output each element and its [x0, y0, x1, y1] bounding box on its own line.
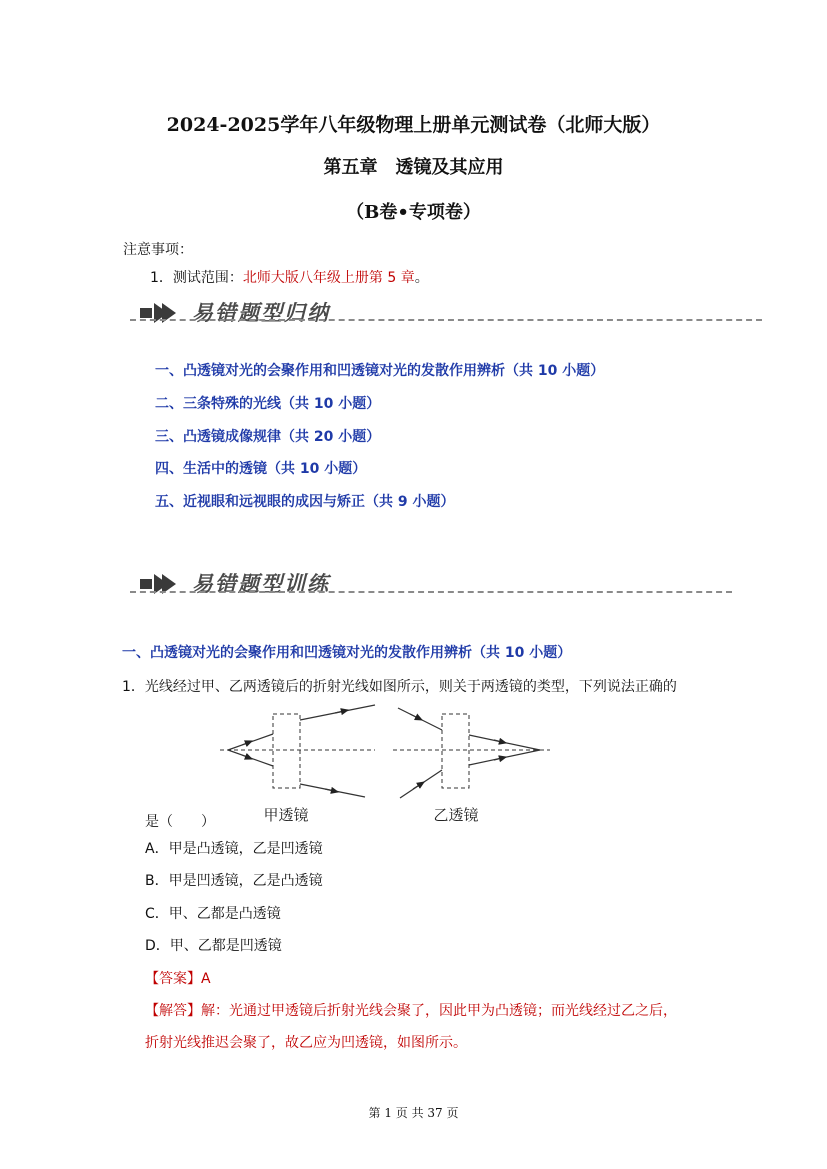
lens-a-diagram	[220, 705, 375, 797]
summary-banner	[130, 295, 770, 329]
volume-title: （B卷•专项卷）	[346, 202, 481, 223]
lens-b-diagram	[393, 708, 550, 798]
page-footer: 第 1 页 共 37 页	[368, 1106, 459, 1120]
answer	[145, 968, 211, 988]
analysis-text: 解：光通过甲透镜后折射光线会聚了，因此甲为凸透镜；而光线经过乙之后，	[201, 1003, 677, 1019]
divider	[130, 319, 762, 321]
section-heading: 一、凸透镜对光的会聚作用和凹透镜对光的发散作用辨析（共 10 小题）	[122, 645, 572, 661]
analysis-tag: 【解答】	[145, 1003, 201, 1019]
toc-item[interactable]: 二、三条特殊的光线（共 10 小题）	[155, 396, 381, 412]
option-a[interactable]: A．甲是凸透镜，乙是凹透镜	[145, 841, 323, 857]
lens-a-label: 甲透镜	[263, 806, 309, 824]
arrow-icon	[140, 301, 188, 325]
notes-heading: 注意事项：	[123, 242, 193, 258]
question-stem-end: 是（ ）	[145, 814, 215, 830]
option-d[interactable]: D．甲、乙都是凹透镜	[145, 938, 282, 954]
lens-figure	[210, 700, 560, 830]
analysis-line-1	[145, 1000, 677, 1020]
option-c[interactable]: C．甲、乙都是凸透镜	[145, 906, 281, 922]
toc-item[interactable]: 五、近视眼和远视眼的成因与矫正（共 9 小题）	[155, 494, 455, 510]
notes-item-scope: 北师大版八年级上册第 5 章	[242, 270, 415, 286]
toc-item[interactable]: 四、生活中的透镜（共 10 小题）	[155, 461, 367, 477]
practice-banner	[130, 566, 740, 600]
notes-item-prefix: 1．测试范围：	[150, 270, 243, 286]
answer-tag: 【答案】	[145, 971, 201, 987]
notes-item-suffix: 。	[414, 270, 429, 286]
option-b[interactable]: B．甲是凹透镜，乙是凸透镜	[145, 873, 323, 889]
answer-value: A	[201, 971, 211, 987]
document-title: 2024-2025学年八年级物理上册单元测试卷（北师大版）	[166, 114, 661, 136]
notes-item	[150, 267, 429, 287]
divider	[130, 591, 732, 593]
summary-banner-label: 易错题型归纳	[192, 300, 330, 325]
analysis-line-2: 折射光线推迟会聚了，故乙应为凹透镜，如图所示。	[145, 1035, 467, 1051]
practice-banner-label: 易错题型训练	[192, 571, 330, 596]
question-stem: 1．光线经过甲、乙两透镜后的折射光线如图所示，则关于两透镜的类型，下列说法正确的	[122, 679, 677, 695]
chapter-title: 第五章 透镜及其应用	[323, 157, 504, 178]
toc-item[interactable]: 一、凸透镜对光的会聚作用和凹透镜对光的发散作用辨析（共 10 小题）	[155, 363, 605, 379]
lens-b-label: 乙透镜	[433, 806, 479, 824]
toc-item[interactable]: 三、凸透镜成像规律（共 20 小题）	[155, 429, 381, 445]
